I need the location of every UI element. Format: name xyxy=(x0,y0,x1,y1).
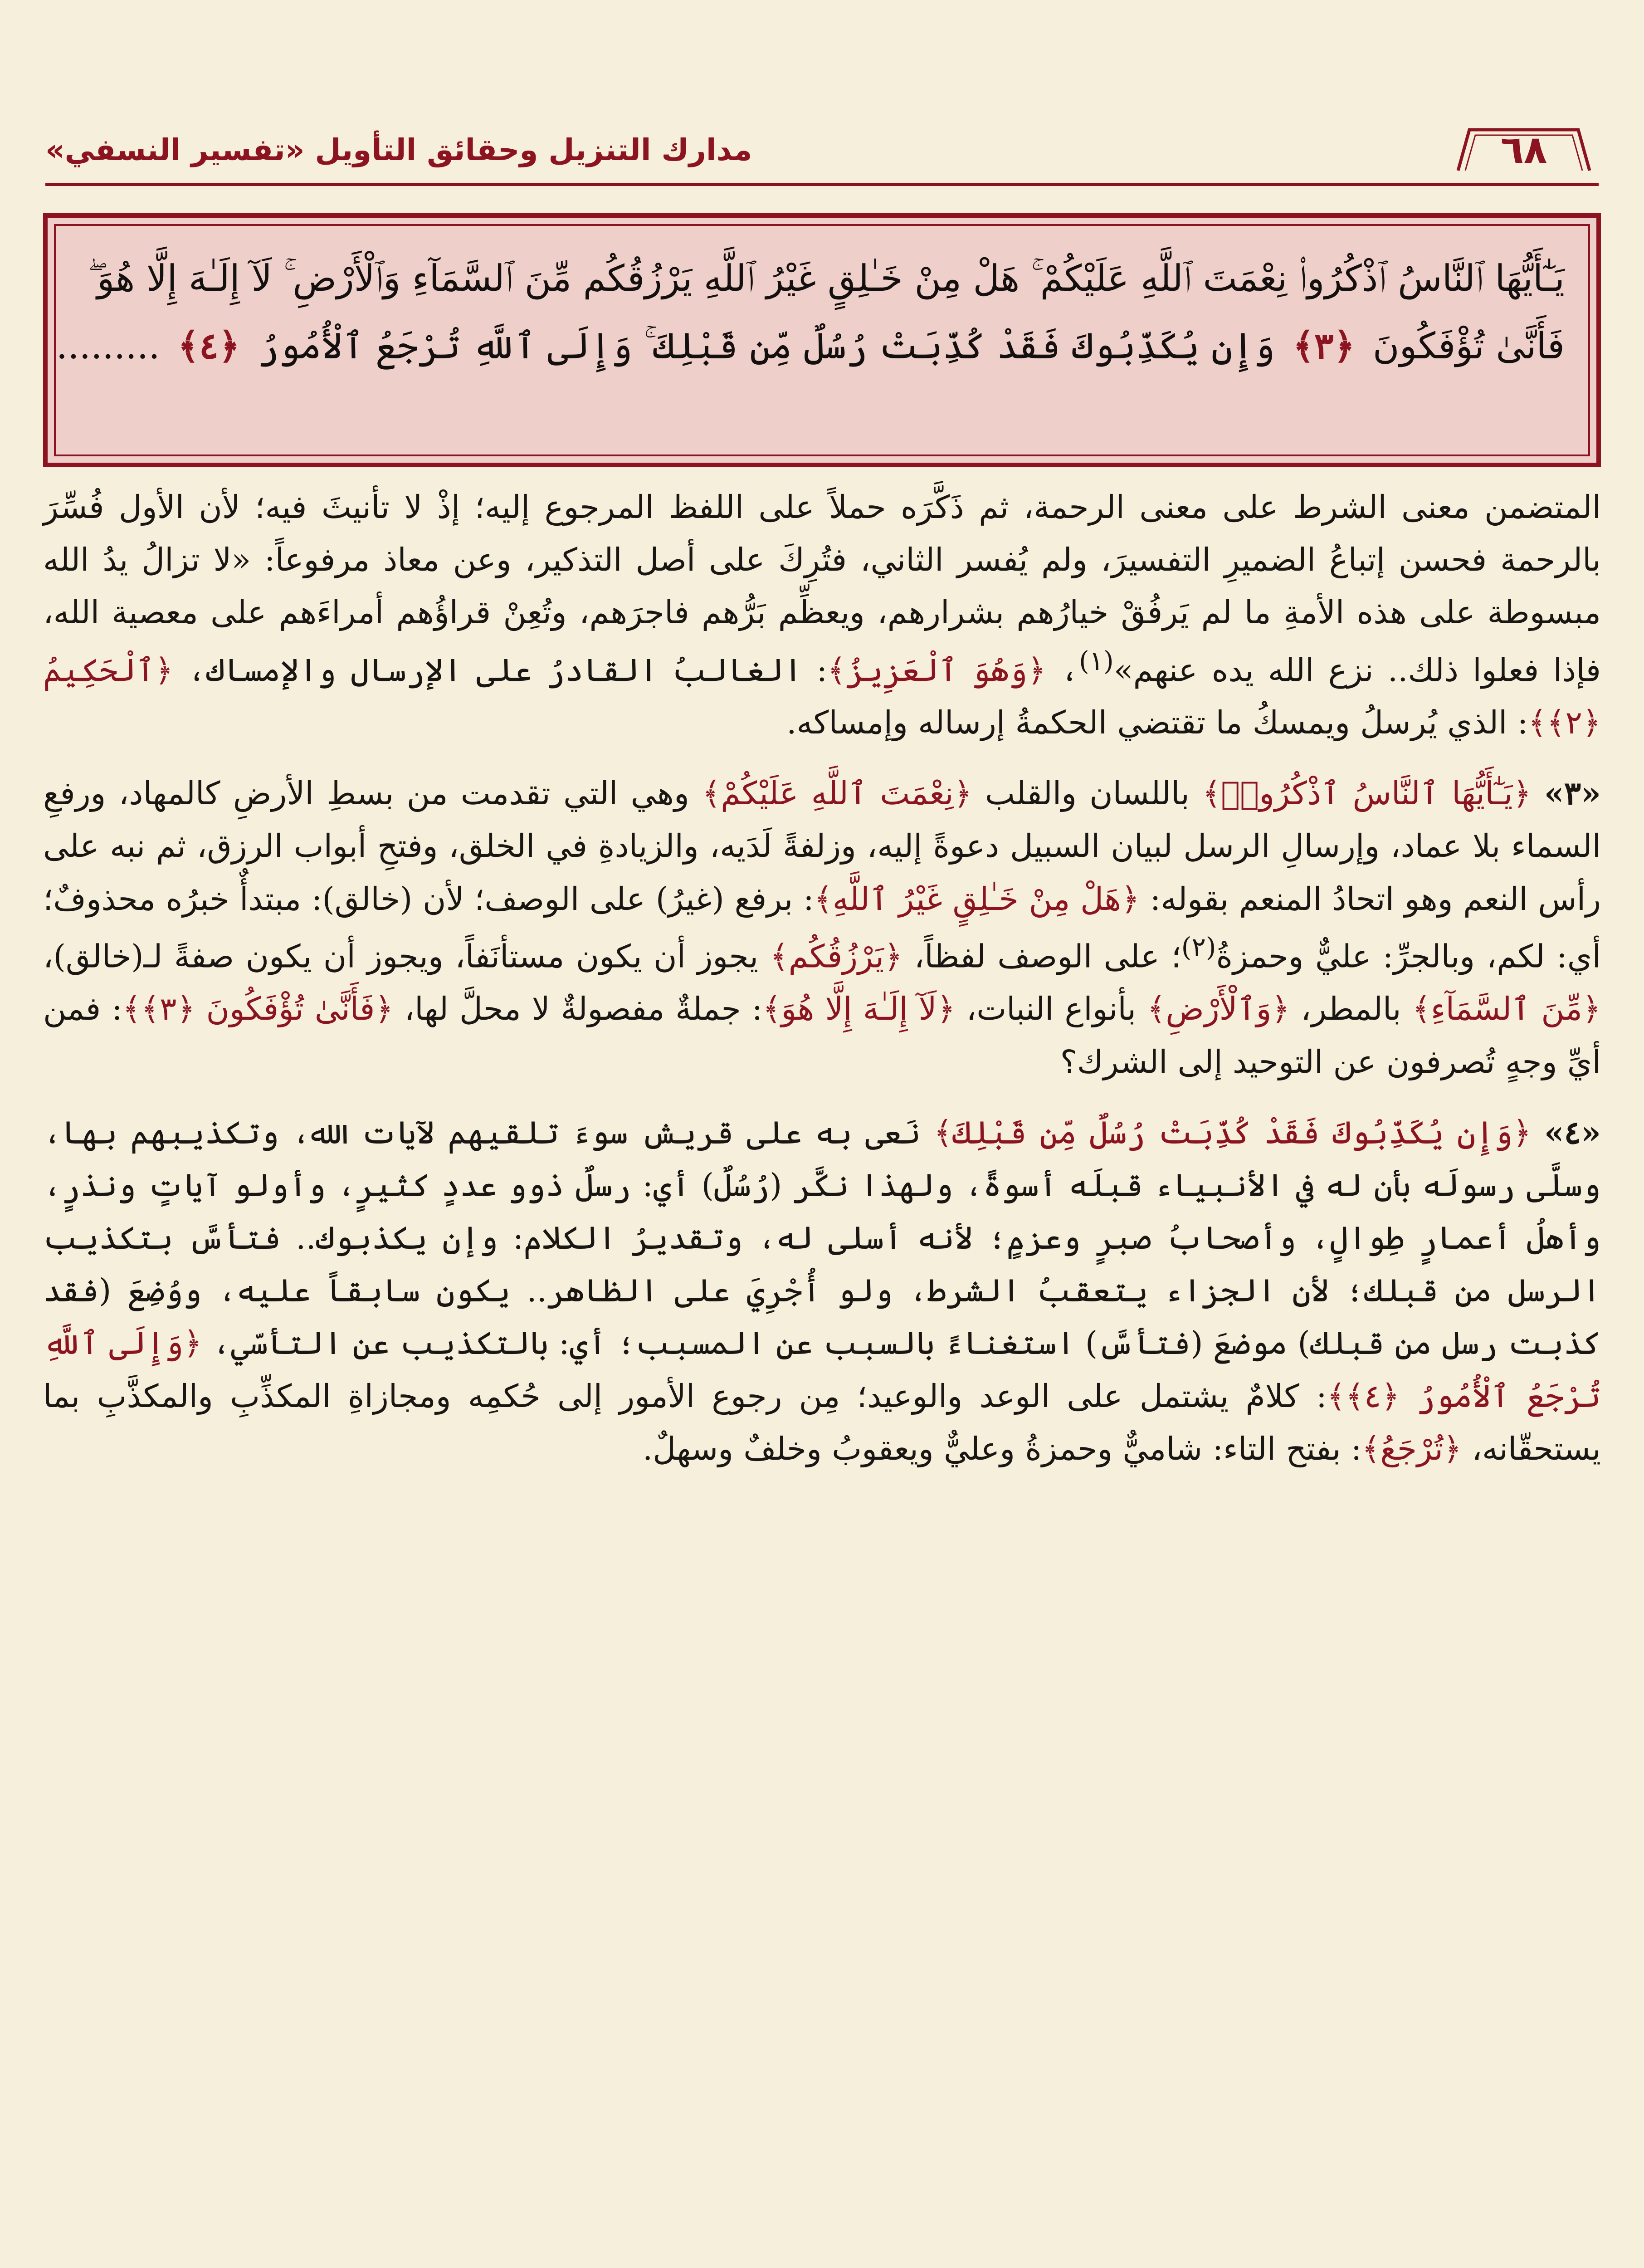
quran-quote: ﴿فَأَنَّىٰ تُؤْفَكُونَ ﴿٣﴾﴾ xyxy=(122,990,394,1028)
quran-quote: ﴿يَرْزُقُكُم﴾ xyxy=(770,938,903,975)
text: : جملةٌ مفصولةٌ لا محلَّ لها، xyxy=(393,990,763,1028)
paragraph-1 xyxy=(43,481,1601,749)
text: ، xyxy=(1046,651,1079,689)
quran-quote: ﴿وَإِلَى ٱللَّهِ تُرْجَعُ ٱلْأُمُورُ ﴿٤﴾﴾ xyxy=(43,1325,1601,1415)
page-number-badge xyxy=(1449,127,1599,172)
quran-quote: ﴿يَـٰٓأَيُّهَا ٱلنَّاسُ ٱذْكُرُوا۟﴾ xyxy=(1202,775,1532,812)
verse-line-2 xyxy=(56,312,1565,380)
quran-quote: ﴿تُرْجَعُ﴾ xyxy=(1361,1430,1462,1467)
text: : برفع (غيرُ) على الوصف؛ لأن (خالق): مبتدأٌ خبرُه محذوفٌ؛ أي: لكم، وبالجرِّ: عليٌّ وحمزةُ xyxy=(43,880,1601,975)
verse-number: «٣» xyxy=(1544,774,1601,812)
quran-quote: ﴿مِّنَ ٱلسَّمَآءِ﴾ xyxy=(1412,990,1601,1028)
quran-quote: ﴿هَلْ مِنْ خَـٰلِقٍ غَيْرُ ٱللَّهِ﴾ xyxy=(814,880,1140,918)
quran-quote: ﴿نِعْمَتَ ٱللَّهِ عَلَيْكُمْ﴾ xyxy=(702,775,972,812)
text: باللسان والقلب xyxy=(972,775,1203,812)
text: ؛ على الوصف لفظاً، xyxy=(902,938,1181,975)
quran-quote: ﴿لَآ إِلَـٰهَ إِلَّا هُوَ﴾ xyxy=(762,990,956,1028)
verse-text-a: فَأَنَّىٰ تُؤْفَكُونَ xyxy=(1372,325,1565,367)
page-number: ٦٨ xyxy=(1500,127,1547,172)
ayah-marker-3: ﴿٣﴾ xyxy=(1293,324,1355,367)
ayah-marker-4: ﴿٤﴾ xyxy=(178,324,240,367)
commentary-body xyxy=(43,481,1601,1493)
text: وهي التي تقدمت من بسطِ الأرضِ كالمهاد، ورفعِ السماء بلا عماد، وإرسالِ الرسل لبيان السبيل دعوةً إليه، وزلفةً لَدَيه، والزيادةِ في الخلق، وفتحِ أبواب الرزق، ثم نبه على رأس النعم وهو اتحادُ المنعم بقوله: xyxy=(43,775,1601,918)
header-rule xyxy=(45,183,1599,186)
page-header xyxy=(45,118,1599,181)
text: نَعى به على قريش سوءَ تلقيهم لآيات الله، وتكذيبهم بها، وسلَّى رسولَه بأن له في الأنبياء قبلَه أسوةً، ولهذا نكَّر (رُسُلٌ) أي: رسلٌ ذوو عددٍ كثيرٍ، وأولو آياتٍ ونذرٍ، وأهلُ أعمارٍ طِوالٍ، وأصحابُ صبرٍ وعزمٍ؛ لأنه أسلى له، وتقديرُ الكلام: وإن يكذبوك.. فتأسَّ بتكذيب الرسل من قبلك؛ لأن الجزاء يتعقبُ الشرط، ولو أُجْرِيَ على الظاهر.. يكون سابقاً عليه، ووُضِعَ (فقد كذبت رسل من قبلك) موضعَ (فتأسَّ) استغناءً بالسبب عن المسبب؛ أي: بالتكذيب عن التأسّي، xyxy=(43,1114,1601,1362)
text: : فمن أيِّ وجهٍ تُصرفون عن التوحيد إلى الشرك؟ xyxy=(43,990,1601,1080)
text: بالمطر، xyxy=(1290,990,1412,1028)
text: : الغالبُ القادرُ على الإرسال والإمساك، xyxy=(173,651,828,689)
book-title: مدارك التنزيل وحقائق التأويل «تفسير النسفي» xyxy=(45,132,752,167)
text: : الذي يُرسلُ ويمسكُ ما تقتضي الحكمةُ إرساله وإمساكه. xyxy=(786,704,1528,742)
quran-quote: ﴿وَهُوَ ٱلْعَزِيزُ﴾ xyxy=(827,651,1046,689)
text: المتضمن معنى الشرط على معنى الرحمة، ثم ذَكَّرَه حملاً على اللفظ المرجوع إليه؛ إذْ لا تأنيثَ فيه؛ لأن الأول فُسِّرَ بالرحمة فحسن إتباعُ الضميرِ التفسيرَ، ولم يُفسر الثاني، فتُرِكَ على أصل التذكير، وعن معاذ مرفوعاً: «لا تزالُ يدُ الله مبسوطة على هذه الأمةِ ما لم يَرفُقْ خيارُهم بشرارهم، ويعظِّم بَرُّهم فاجرَهم، وتُعِنْ قراؤُهم أمراءَهم على معصية الله، فإذا فعلوا ذلك.. نزع الله يده عنهم» xyxy=(43,489,1601,689)
verse-box xyxy=(43,213,1601,467)
verse-line-1: يَـٰٓأَيُّهَا ٱلنَّاسُ ٱذْكُرُوا۟ نِعْمَتَ ٱللَّهِ عَلَيْكُمْ ۚ هَلْ مِنْ خَـٰلِقٍ غَيْرُ ٱللَّهِ يَرْزُقُكُم مِّنَ ٱلسَّمَآءِ وَٱلْأَرْضِ ۚ لَآ إِلَـٰهَ إِلَّا هُوَ ۖ xyxy=(88,257,1565,299)
text: بأنواع النبات، xyxy=(955,990,1147,1028)
text: يجوز أن يكون مستأنَفاً، ويجوز أن يكون صفةً لـ(خالق)، xyxy=(43,938,770,975)
verse-number: «٤» xyxy=(1544,1113,1601,1151)
verse-text-b: وَإِن يُكَذِّبُوكَ فَقَدْ كُذِّبَتْ رُسُلٌ مِّن قَبْلِكَ ۚ وَإِلَى ٱللَّهِ تُرْجَعُ ٱلْأُمُورُ xyxy=(258,325,1275,367)
footnote-ref-2: (٢) xyxy=(1181,931,1216,963)
text: : بفتح التاء: شاميٌّ وحمزةُ وعليٌّ ويعقوبُ وخلفٌ وسهلٌ. xyxy=(642,1430,1362,1467)
verse-dots: ......... xyxy=(56,325,160,367)
quran-quote: ﴿وَإِن يُكَذِّبُوكَ فَقَدْ كُذِّبَتْ رُسُلٌ مِّن قَبْلِكَ﴾ xyxy=(933,1114,1532,1151)
quran-quote: ﴿ٱلْحَكِيمُ ﴿٢﴾﴾ xyxy=(43,651,1601,742)
quran-quote: ﴿وَٱلْأَرْضِ﴾ xyxy=(1147,990,1290,1028)
footnote-ref-1: (١) xyxy=(1078,645,1114,676)
paragraph-2 xyxy=(43,767,1601,1088)
paragraph-3 xyxy=(43,1106,1601,1475)
text: : كلامٌ يشتمل على الوعد والوعيد؛ مِن رجوع الأمور إلى حُكمِه ومجازاةِ المكذِّبِ والمكذَّبِ بما يستحقّانه، xyxy=(43,1377,1601,1467)
